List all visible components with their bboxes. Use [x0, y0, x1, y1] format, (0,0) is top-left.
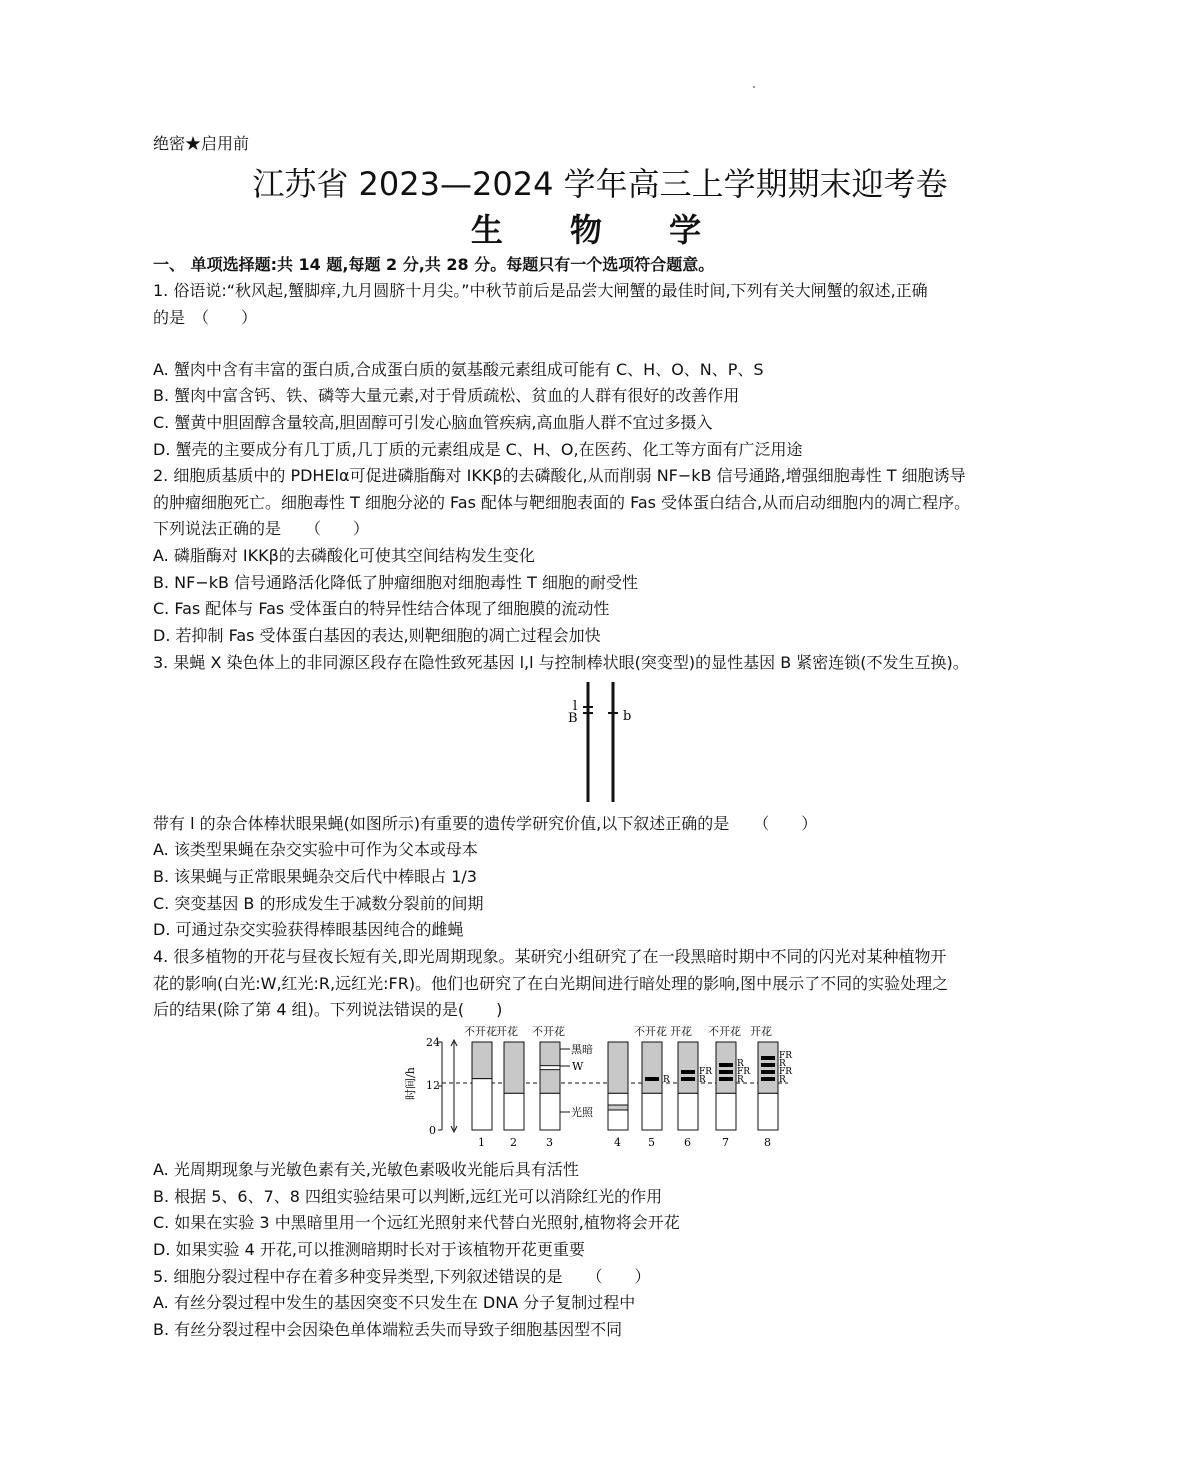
light-period-bar — [608, 1093, 628, 1130]
dark-period-bar — [504, 1042, 524, 1093]
dark-period-bar — [716, 1042, 736, 1093]
flash-label: FR — [737, 1067, 751, 1077]
scan-speck — [753, 86, 755, 88]
light-period-bar — [540, 1093, 560, 1130]
annotation-dark: 黑暗 — [571, 1043, 593, 1056]
group-number: 8 — [764, 1136, 771, 1149]
flowering-outcome: 不开花 — [634, 1025, 667, 1038]
y-axis-label: 时间/h — [404, 1067, 417, 1100]
flash-mark — [761, 1070, 775, 1074]
q4-option-b: B. 根据 5、6、7、8 四组实验结果可以判断,远红光可以消除红光的作用 — [153, 1187, 663, 1206]
group-number: 3 — [546, 1136, 553, 1149]
dark-period-bar — [642, 1042, 662, 1093]
q2-stem-line: 2. 细胞质基质中的 PDHElα可促进磷脂酶对 IKKβ的去磷酸化,从而削弱 NF−kB 信号通路,增强细胞毒性 T 细胞诱导 — [153, 466, 966, 485]
confidential-label: 绝密★启用前 — [153, 134, 250, 153]
flowering-outcome: 不开花 — [708, 1025, 741, 1038]
q1-stem-line: 的是 （ ） — [153, 308, 258, 327]
light-period-bar — [642, 1093, 662, 1130]
flowering-outcome: 开花 — [750, 1025, 772, 1038]
flash-label: R — [779, 1059, 786, 1069]
photoperiod-figure — [400, 1022, 800, 1150]
group-number: 5 — [648, 1136, 655, 1149]
flash-label: FR — [699, 1067, 713, 1077]
chromosome-figure — [560, 678, 640, 806]
flash-label: FR — [779, 1067, 793, 1077]
exam-title: 江苏省 2023—2024 学年高三上学期期末迎考卷 — [252, 165, 948, 203]
flash-label: R — [663, 1075, 670, 1085]
group-number: 6 — [684, 1136, 691, 1149]
q4-stem-line: 后的结果(除了第 4 组)。下列说法错误的是( ) — [153, 1000, 503, 1019]
gene-label-b: b — [623, 709, 632, 724]
dark-period-bar — [678, 1042, 698, 1093]
q2-option-b: B. NF−kB 信号通路活化降低了肿瘤细胞对细胞毒性 T 细胞的耐受性 — [153, 573, 639, 592]
q3-option-b: B. 该果蝇与正常眼果蝇杂交后代中棒眼占 1/3 — [153, 867, 477, 886]
q2-option-c: C. Fas 配体与 Fas 受体蛋白的特异性结合体现了细胞膜的流动性 — [153, 599, 610, 618]
flash-label: FR — [779, 1051, 793, 1061]
flash-mark — [719, 1070, 733, 1074]
q1-option-b: B. 蟹肉中富含钙、铁、磷等大量元素,对于骨质疏松、贫血的人群有很好的改善作用 — [153, 386, 740, 405]
light-period-bar — [678, 1093, 698, 1130]
q1-option-c: C. 蟹黄中胆固醇含量较高,胆固醇可引发心脑血管疾病,高血脂人群不宜过多摄入 — [153, 413, 713, 432]
flowering-outcome: 不开花 — [532, 1025, 565, 1038]
gene-label-l: l — [573, 699, 578, 714]
y-tick-label: 0 — [429, 1124, 436, 1137]
q3-option-a: A. 该类型果蝇在杂交实验中可作为父本或母本 — [153, 840, 478, 859]
gene-label-B: B — [568, 711, 578, 726]
dark-period-bar — [758, 1042, 778, 1093]
section-heading: 一、 单项选择题:共 14 题,每题 2 分,共 28 分。每题只有一个选项符合题意。 — [153, 255, 715, 274]
flash-mark — [761, 1056, 775, 1060]
dark-interruption — [608, 1105, 628, 1110]
flash-mark — [761, 1063, 775, 1067]
flash-mark — [645, 1077, 659, 1081]
dark-period-bar — [608, 1042, 628, 1093]
light-period-bar — [472, 1079, 492, 1130]
flash-mark — [719, 1063, 733, 1067]
y-tick-label: 12 — [426, 1079, 440, 1092]
flowering-outcome: 开花 — [670, 1025, 692, 1038]
group-number: 7 — [722, 1136, 729, 1149]
q4-option-a: A. 光周期现象与光敏色素有关,光敏色素吸收光能后具有活性 — [153, 1160, 579, 1179]
flash-label: R — [737, 1059, 744, 1069]
q5-option-a: A. 有丝分裂过程中发生的基因突变不只发生在 DNA 分子复制过程中 — [153, 1293, 636, 1312]
q4-stem-line: 花的影响(白光:W,红光:R,远红光:FR)。他们也研究了在白光期间进行暗处理的影响,图中展示了不同的实验处理之 — [153, 974, 949, 993]
q3-stem-line: 带有 l 的杂合体棒状眼果蝇(如图所示)有重要的遗传学研究价值,以下叙述正确的是 （ ） — [153, 814, 818, 833]
group-number: 1 — [478, 1136, 485, 1149]
q4-stem-line: 4. 很多植物的开花与昼夜长短有关,即光周期现象。某研究小组研究了在一段黑暗时期中不同的闪光对某种植物开 — [153, 947, 947, 966]
light-period-bar — [758, 1093, 778, 1130]
light-period-bar — [716, 1093, 736, 1130]
flash-label: R — [779, 1075, 786, 1085]
q3-option-c: C. 突变基因 B 的形成发生于减数分裂前的间期 — [153, 894, 484, 913]
q3-option-d: D. 可通过杂交实验获得棒眼基因纯合的雌蝇 — [153, 920, 464, 939]
flash-label: R — [699, 1075, 706, 1085]
q2-option-a: A. 磷脂酶对 IKKβ的去磷酸化可使其空间结构发生变化 — [153, 546, 535, 565]
bars-group — [464, 1024, 792, 1149]
q5-stem-line: 5. 细胞分裂过程中存在着多种变异类型,下列叙述错误的是 （ ） — [153, 1267, 651, 1286]
q1-option-d: D. 蟹壳的主要成分有几丁质,几丁质的元素组成是 C、H、O,在医药、化工等方面有广泛用途 — [153, 440, 803, 459]
dark-period-bar — [472, 1042, 492, 1079]
q2-option-d: D. 若抑制 Fas 受体蛋白基因的表达,则靶细胞的凋亡过程会加快 — [153, 626, 601, 645]
y-tick-label: 24 — [426, 1036, 440, 1049]
q5-option-b: B. 有丝分裂过程中会因染色单体端粒丢失而导致子细胞基因型不同 — [153, 1320, 623, 1339]
flash-mark — [761, 1077, 775, 1081]
white-flash — [540, 1066, 560, 1070]
flash-mark — [681, 1070, 695, 1074]
q1-stem-line: 1. 俗语说:“秋风起,蟹脚痒,九月圆脐十月尖。”中秋节前后是品尝大闸蟹的最佳时间,下列有关大闸蟹的叙述,正确 — [153, 281, 928, 300]
subject-title: 生 物 学 — [470, 211, 730, 249]
annotation-light: 光照 — [571, 1106, 593, 1119]
q3-stem-line: 3. 果蝇 X 染色体上的非同源区段存在隐性致死基因 l,l 与控制棒状眼(突变型)的显性基因 B 紧密连锁(不发生互换)。 — [153, 653, 969, 672]
annotation-white: W — [572, 1060, 584, 1073]
group-number: 4 — [614, 1136, 621, 1149]
q2-stem-line: 的肿瘤细胞死亡。细胞毒性 T 细胞分泌的 Fas 配体与靶细胞表面的 Fas 受体蛋白结合,从而启动细胞内的凋亡程序。 — [153, 493, 971, 512]
q4-option-d: D. 如果实验 4 开花,可以推测暗期时长对于该植物开花更重要 — [153, 1240, 585, 1259]
group-number: 2 — [510, 1136, 517, 1149]
flash-mark — [719, 1077, 733, 1081]
q2-stem-line: 下列说法正确的是 （ ） — [153, 519, 370, 538]
flash-mark — [681, 1077, 695, 1081]
flash-label: R — [737, 1075, 744, 1085]
flowering-outcome: 开花 — [496, 1025, 518, 1038]
flowering-outcome: 不开花 — [464, 1025, 497, 1038]
light-period-bar — [504, 1093, 524, 1130]
q4-option-c: C. 如果在实验 3 中黑暗里用一个远红光照射来代替白光照射,植物将会开花 — [153, 1213, 680, 1232]
q1-option-a: A. 蟹肉中含有丰富的蛋白质,合成蛋白质的氨基酸元素组成可能有 C、H、O、N、P、S — [153, 360, 764, 379]
